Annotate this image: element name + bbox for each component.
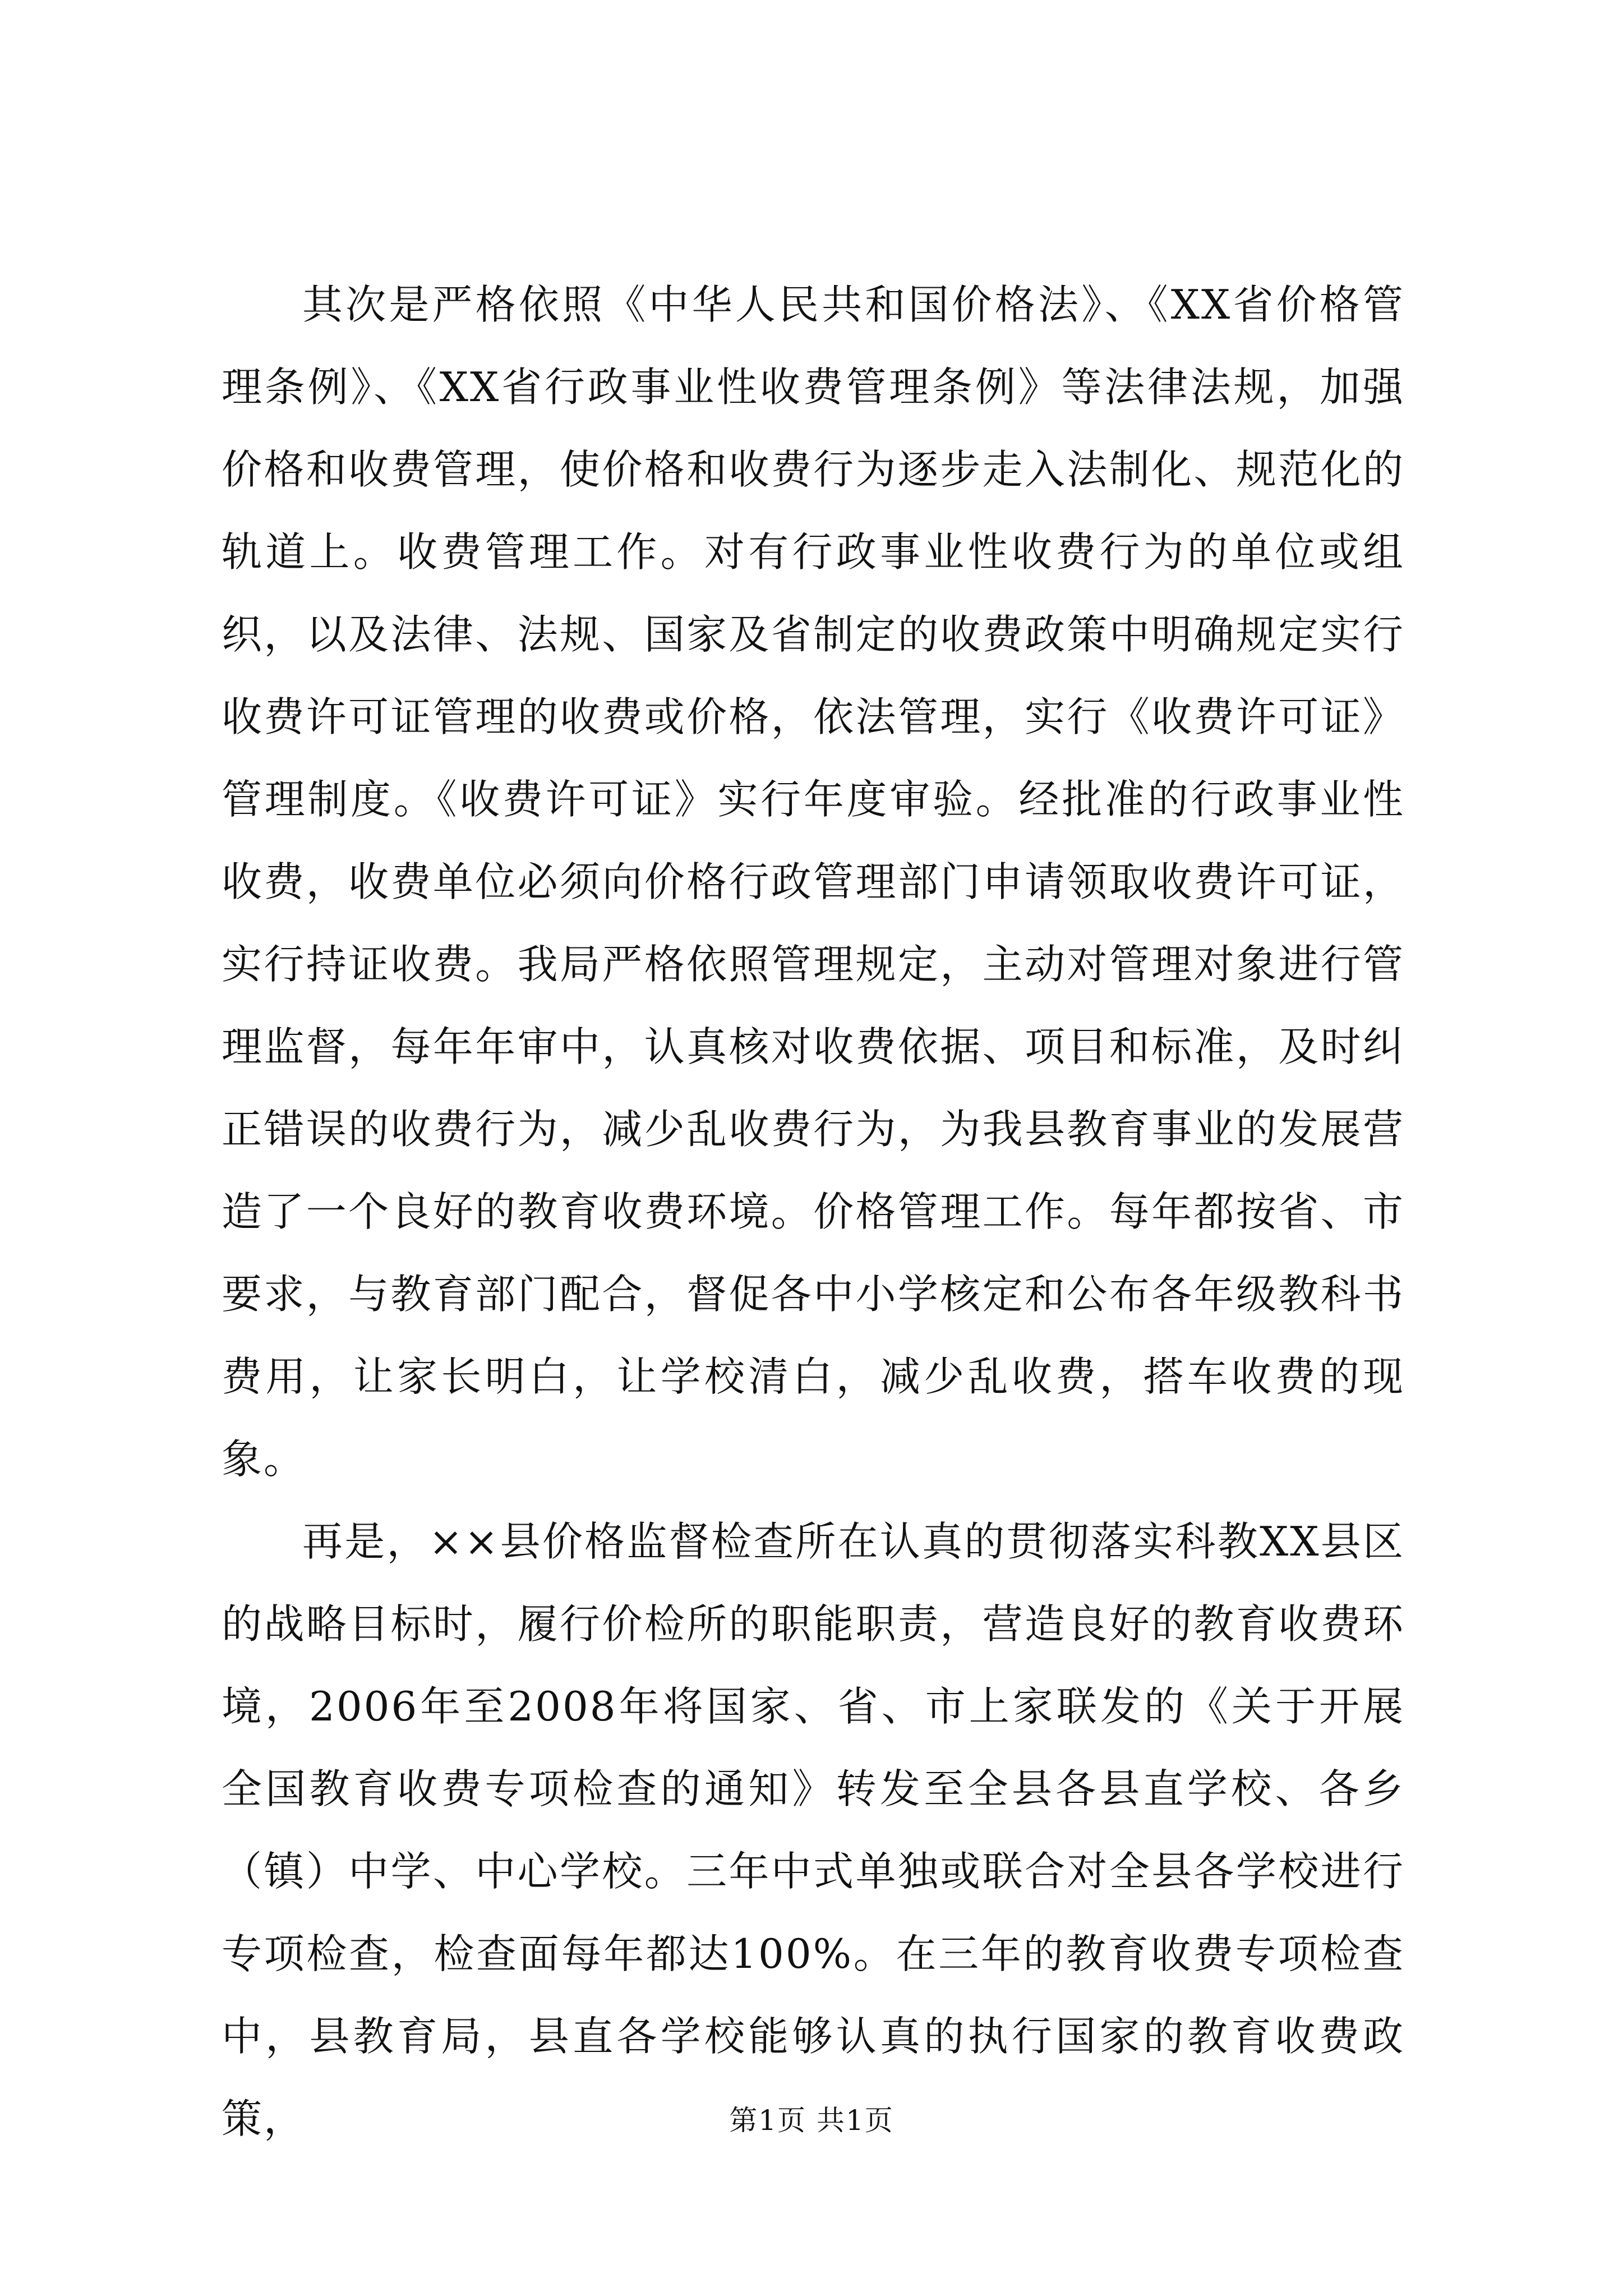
paragraph-2: 再是，××县价格监督检查所在认真的贯彻落实科教XX县区的战略目标时，履行价检所的职能职责，营造良好的教育收费环境，2006年至2008年将国家、省、市上家联发的《关于开展全国教育收费专项检查的通知》转发至全县各县直学校、各乡（镇）中学、中心学校。三年中式单独或联合对全县各学校进行专项检查，检查面每年都达100%。在三年的教育收费专项检查中，县教育局，县直各学校能够认真的执行国家的教育收费政策， bbox=[222, 1518, 1405, 2142]
document-body bbox=[222, 264, 1405, 2160]
paragraph-1: 其次是严格依照《中华人民共和国价格法》、《XX省价格管理条例》、《XX省行政事业性收费管理条例》等法律法规，加强价格和收费管理，使价格和收费行为逐步走入法制化、规范化的轨道上。收费管理工作。对有行政事业性收费行为的单位或组织，以及法律、法规、国家及省制定的收费政策中明确规定实行收费许可证管理的收费或价格，依法管理，实行《收费许可证》管理制度。《收费许可证》实行年度审验。经批准的行政事业性收费，收费单位必须向价格行政管理部门申请领取收费许可证，实行持证收费。我局严格依照管理规定，主动对管理对象进行管理监督，每年年审中，认真核对收费依据、项目和标准，及时纠正错误的收费行为，减少乱收费行为，为我县教育事业的发展营造了一个良好的教育收费环境。价格管理工作。每年都按省、市要求，与教育部门配合，督促各中小学核定和公布各年级教科书费用，让家长明白，让学校清白，减少乱收费，搭车收费的现象。 bbox=[222, 281, 1405, 1483]
page-number-footer: 第1页 共1页 bbox=[729, 2104, 894, 2137]
